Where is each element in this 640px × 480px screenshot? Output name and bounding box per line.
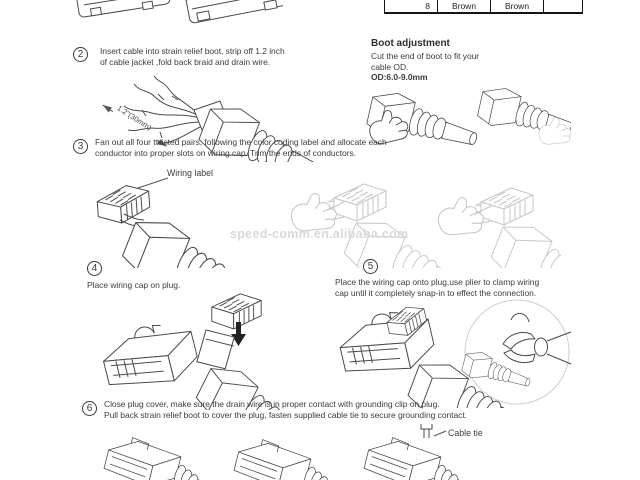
step2-number: 2 [73, 47, 88, 62]
table-cell-wire-b: Brown [490, 0, 543, 14]
step6-number: 6 [82, 401, 97, 416]
boot-adjustment-od: OD:6.0-9.0mm [371, 72, 428, 83]
wiring-label-callout: Wiring label [167, 168, 213, 178]
step3-line2: conductor into proper slots on wiring cap. Trim the ends of conductors. [95, 147, 357, 158]
step6-line2: Pull back strain relief boot to cover the plug, fasten supplied cable tie to secure grounding contact. [104, 409, 467, 420]
step5-line1: Place the wiring cap onto plug,use plier to clamp wiring [335, 277, 540, 287]
step2-line1: Insert cable into strain relief boot, strip off 1.2 inch [100, 46, 285, 56]
table-cell-pin: 8 [384, 0, 437, 14]
color-code-table [384, 0, 583, 14]
step4-text: Place wiring cap on plug. [87, 280, 181, 290]
boot-adjustment-line1: Cut the end of boot to fit your [371, 51, 480, 61]
table-cell-wire-a: Brown [437, 0, 490, 14]
step3-number: 3 [73, 139, 88, 154]
step6-text [104, 399, 504, 420]
boot-adjustment-title: Boot adjustment [371, 38, 450, 49]
dimension-label: 1.2"(30mm) [115, 103, 154, 133]
step3-illustration [86, 176, 561, 268]
step5-number: 5 [363, 259, 378, 274]
step6-illustration [100, 424, 545, 480]
table-cell-extra [543, 0, 583, 14]
step2-text [100, 46, 355, 67]
step5-text [335, 277, 570, 298]
step4-illustration [88, 288, 313, 410]
step6-line1: Close plug cover, make sure the drain wire is in proper contact with grounding clip on plug. [104, 399, 440, 409]
step1-connector-illustration [68, 0, 283, 42]
cable-tie-callout: Cable tie [448, 428, 483, 438]
step2-line2: of cable jacket ,fold back braid and drain wire. [100, 56, 271, 67]
step3-line1: Fan out all four twisted pairs, following the color coding label and allocate each [95, 137, 387, 147]
step4-number: 4 [87, 261, 102, 276]
step5-line2: cap until it completely snap-in to effect the connection. [335, 287, 537, 298]
boot-adjustment-text [371, 51, 479, 83]
step5-illustration [325, 296, 575, 408]
step3-text [95, 137, 440, 158]
boot-adjustment-line2: cable OD. [371, 61, 409, 72]
watermark-text: speed-comm.en.alibaba.com [230, 227, 409, 241]
